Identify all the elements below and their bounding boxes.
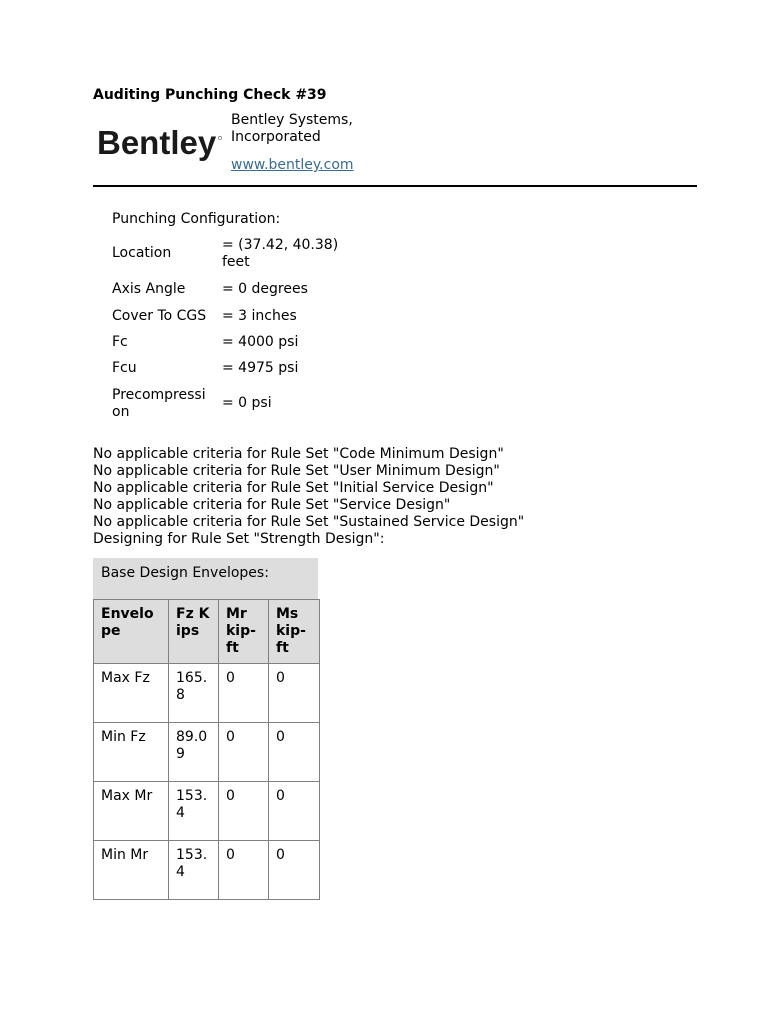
column-header-mr: Mr kip-ft	[219, 600, 269, 664]
table-cell: 165.8	[169, 664, 219, 723]
param-value: = 0 psi	[222, 395, 272, 411]
note-line: No applicable criteria for Rule Set "Sustained Service Design"	[93, 514, 525, 530]
config-heading: Punching Configuration:	[112, 211, 281, 227]
table-cell: 0	[269, 723, 320, 782]
table-row	[94, 723, 320, 782]
param-value: = 0 degrees	[222, 281, 308, 297]
note-line: Designing for Rule Set "Strength Design":	[93, 531, 385, 547]
table-cell: Max Fz	[94, 664, 169, 723]
website-link[interactable]: www.bentley.com	[231, 157, 354, 173]
header-divider	[93, 185, 697, 187]
table-cell: Max Mr	[94, 782, 169, 841]
param-label: Axis Angle	[112, 281, 186, 297]
page-title: Auditing Punching Check #39	[93, 87, 327, 103]
param-label: Fcu	[112, 360, 137, 376]
table-cell: 89.09	[169, 723, 219, 782]
param-value: = 4000 psi	[222, 334, 299, 350]
column-header-envelope: Envelope	[94, 600, 169, 664]
table-cell: 0	[219, 841, 269, 900]
table-cell: 0	[269, 841, 320, 900]
table-cell: 0	[269, 782, 320, 841]
param-label: Fc	[112, 334, 128, 350]
param-label: Precompression	[112, 387, 206, 420]
column-header-ms: Ms kip-ft	[269, 600, 320, 664]
table-cell: 0	[219, 664, 269, 723]
envelopes-caption: Base Design Envelopes:	[93, 558, 318, 599]
param-label: Location	[112, 245, 172, 261]
param-value: = (37.42, 40.38) feet	[222, 237, 339, 270]
company-name: Bentley Systems, Incorporated	[231, 112, 353, 145]
table-cell: 153.4	[169, 782, 219, 841]
param-value: = 4975 psi	[222, 360, 299, 376]
table-cell: 0	[219, 782, 269, 841]
table-cell: Min Fz	[94, 723, 169, 782]
param-label: Cover To CGS	[112, 308, 207, 324]
table-row	[94, 664, 320, 723]
svg-text:Bentley: Bentley	[97, 124, 217, 161]
param-value: = 3 inches	[222, 308, 297, 324]
note-line: No applicable criteria for Rule Set "Initial Service Design"	[93, 480, 494, 496]
table-cell: Min Mr	[94, 841, 169, 900]
table-cell: 0	[269, 664, 320, 723]
table-cell: 153.4	[169, 841, 219, 900]
table-row	[94, 782, 320, 841]
table-header-row	[94, 600, 320, 664]
envelopes-table	[93, 599, 320, 900]
table-cell: 0	[219, 723, 269, 782]
note-line: No applicable criteria for Rule Set "User Minimum Design"	[93, 463, 500, 479]
table-row	[94, 841, 320, 900]
rule-set-notes	[93, 446, 613, 548]
note-line: No applicable criteria for Rule Set "Code Minimum Design"	[93, 446, 504, 462]
bentley-logo	[97, 124, 223, 164]
note-line: No applicable criteria for Rule Set "Service Design"	[93, 497, 451, 513]
column-header-fz: Fz Kips	[169, 600, 219, 664]
